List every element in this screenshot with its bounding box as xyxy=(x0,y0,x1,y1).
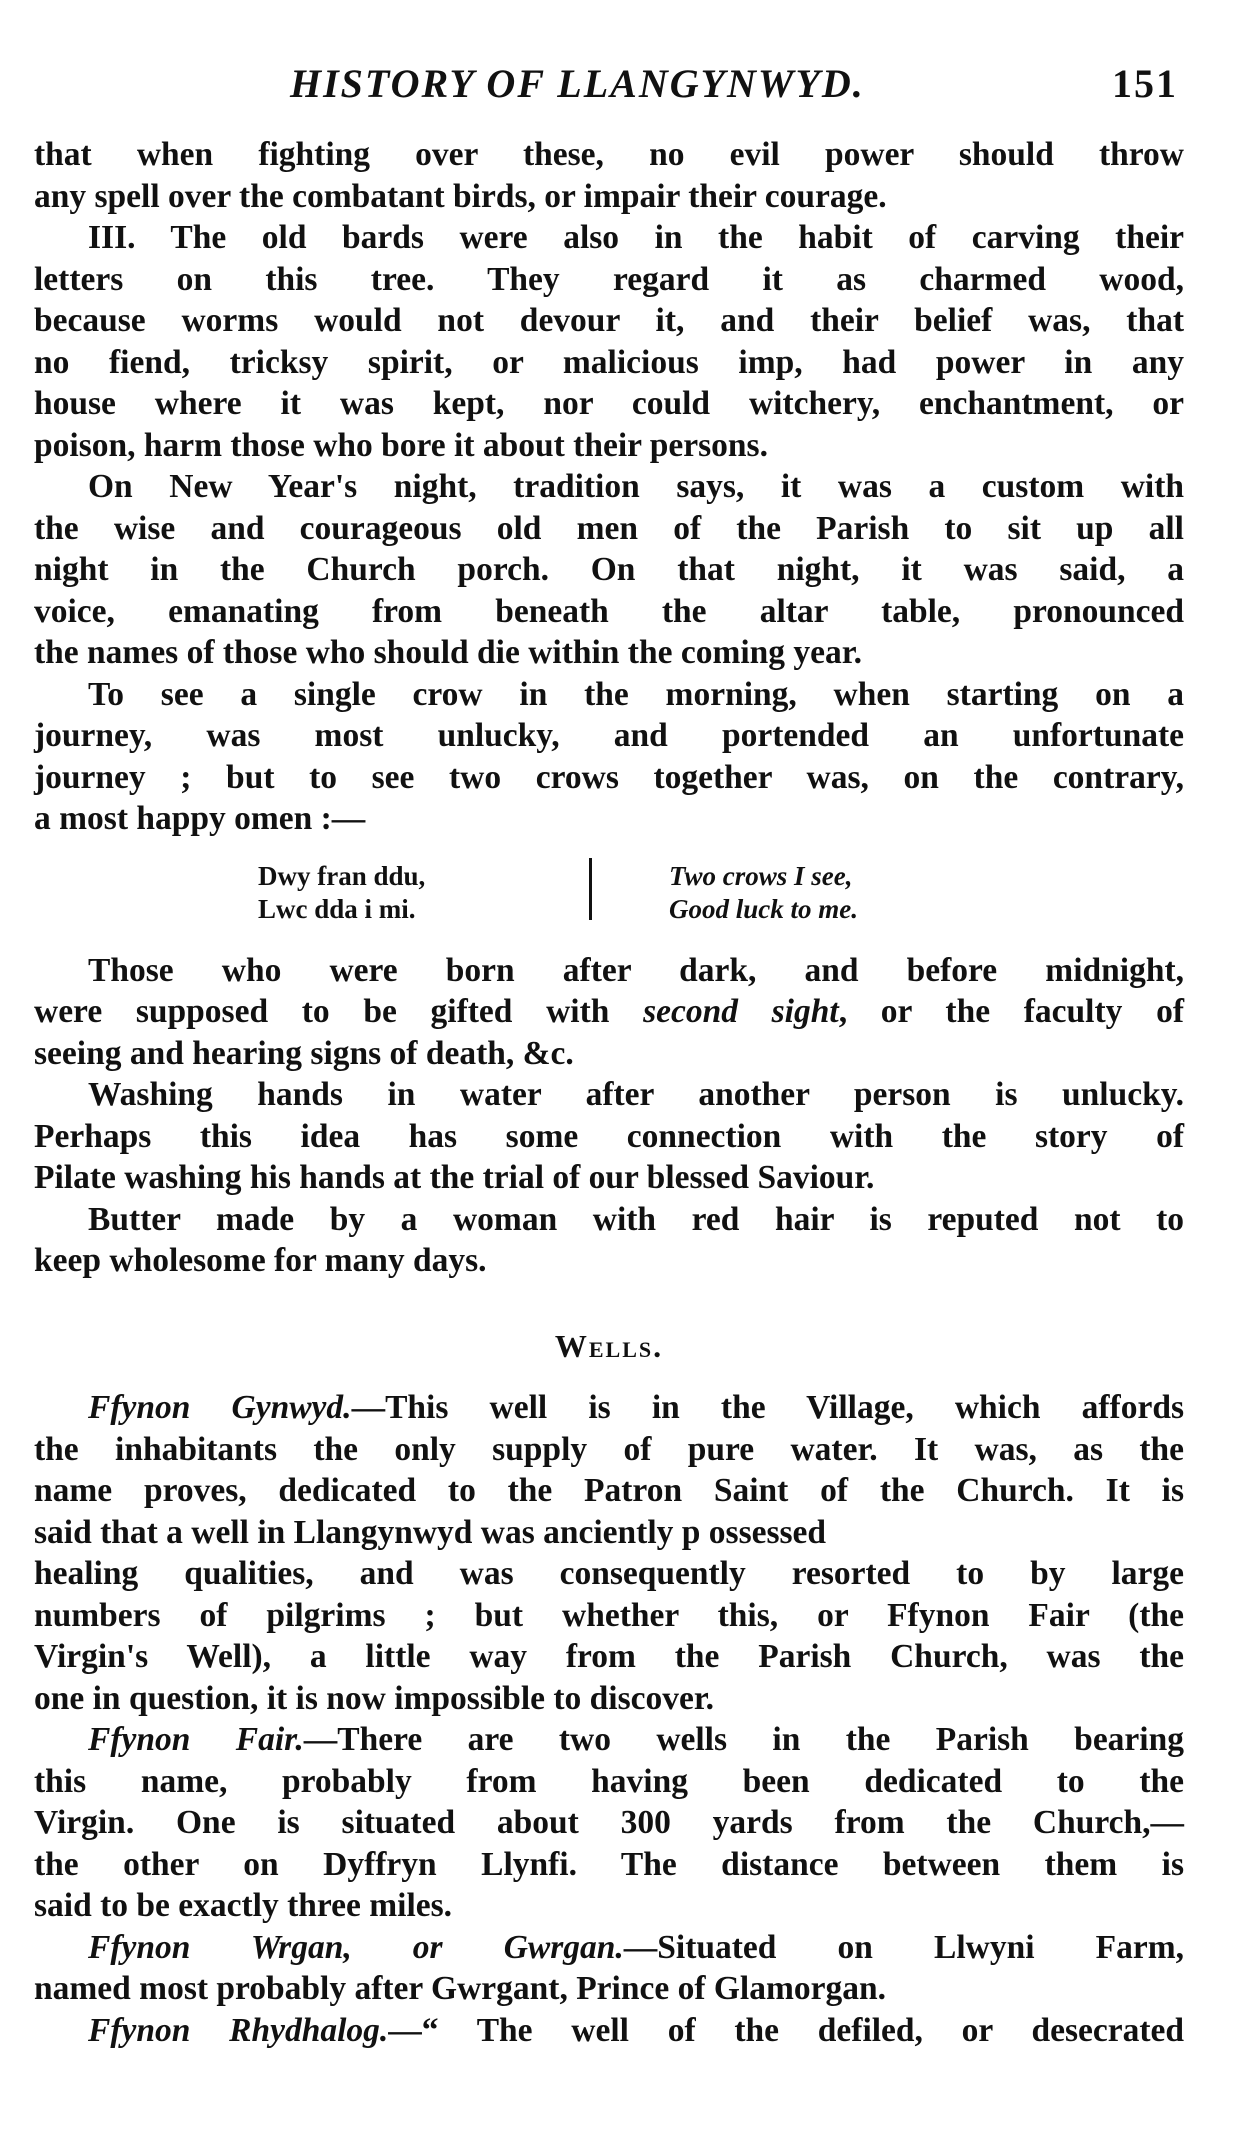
text-run: —Situated on Llwyni Farm, xyxy=(623,1928,1184,1966)
page-body xyxy=(34,134,1184,2051)
text-run: —There are two wells in the Parish bearing xyxy=(303,1721,1184,1758)
text-line: journey, was most unlucky, and portended an unfortunate xyxy=(34,717,1184,754)
emphasis-second-sight: second sight xyxy=(643,993,839,1030)
paragraph-washing-hands xyxy=(34,1074,1184,1199)
paragraph-combatant-birds xyxy=(34,134,1184,217)
text-line: the wise and courageous old men of the Parish to sit up all xyxy=(34,509,1184,547)
paragraph-ffynon-gynwyd xyxy=(34,1387,1184,1719)
text-line: the names of those who should die within the coming year. xyxy=(34,634,862,671)
text-line xyxy=(34,1387,1184,1429)
page-number: 151 xyxy=(1112,61,1178,106)
text-line: poison, harm those who bore it about their persons. xyxy=(34,426,768,464)
text-line: night in the Church porch. On that night, it was said, a xyxy=(34,551,1184,588)
text-line: the inhabitants the only supply of pure water. It was, as the xyxy=(34,1430,1184,1468)
paragraph-second-sight xyxy=(34,950,1184,1075)
text-line: Those who were born after dark, and before midnight, xyxy=(88,951,1184,989)
well-name: Ffynon Wrgan, or Gwrgan. xyxy=(88,1928,624,1966)
paragraph-single-crow xyxy=(34,674,1184,840)
paragraph-new-years-night xyxy=(34,466,1184,674)
text-line: letters on this tree. They regard it as charmed wood, xyxy=(34,260,1184,298)
text-line: To see a single crow in the morning, when starting on a xyxy=(88,675,1184,713)
text-line: Pilate washing his hands at the trial of our blessed Saviour. xyxy=(34,1159,875,1196)
text-line: voice, emanating from beneath the altar table, pronounced xyxy=(34,592,1184,630)
text-line: said to be exactly three miles. xyxy=(34,1887,453,1924)
verse-line: Two crows I see, xyxy=(669,860,853,891)
book-page xyxy=(34,60,1184,2051)
text-line xyxy=(34,991,1184,1033)
text-line: journey ; but to see two crows together was, on the contrary, xyxy=(34,758,1184,796)
couplet-divider xyxy=(589,858,592,920)
text-line: one in question, it is now impossible to discover. xyxy=(34,1679,715,1717)
text-line: house where it was kept, nor could witchery, enchantment, or xyxy=(34,385,1184,422)
text-line: Virgin's Well), a little way from the Parish Church, was the xyxy=(34,1638,1184,1675)
text-line: Butter made by a woman with red hair is reputed not to xyxy=(88,1200,1184,1238)
couplet-english xyxy=(669,860,858,926)
paragraph-ffynon-fair xyxy=(34,1719,1184,1927)
text-line: the other on Dyffryn Llynfi. The distance between them is xyxy=(34,1845,1184,1883)
text-run: —This well is in the Village, which affords xyxy=(351,1389,1184,1426)
text-line: named most probably after Gwrgant, Prince of Glamorgan. xyxy=(34,1970,887,2007)
paragraph-ffynon-wrgan xyxy=(34,1927,1184,2010)
well-name: Ffynon Fair. xyxy=(88,1721,304,1758)
verse-line: Lwc dda i mi. xyxy=(258,893,416,924)
text-line xyxy=(34,2010,1184,2052)
text-run: —“ The well of the defiled, or desecrated xyxy=(388,2011,1184,2049)
section-heading-wells: Wells. xyxy=(554,1327,664,1364)
text-line: healing qualities, and was consequently resorted to by large xyxy=(34,1555,1184,1592)
couplet-welsh xyxy=(258,860,425,926)
text-line: that when fighting over these, no evil power should throw xyxy=(34,136,1184,173)
well-name: Ffynon Gynwyd. xyxy=(88,1389,352,1426)
text-line: III. The old bards were also in the habit of carving their xyxy=(88,219,1184,256)
text-line xyxy=(34,1719,1184,1761)
text-line: keep wholesome for many days. xyxy=(34,1242,487,1279)
text-run: , or the faculty of xyxy=(838,993,1184,1030)
well-name: Ffynon Rhydhalog. xyxy=(88,2011,389,2049)
running-title: HISTORY OF LLANGYNWYD. xyxy=(290,61,865,106)
text-line: this name, probably from having been dedicated to the xyxy=(34,1762,1184,1800)
text-line: any spell over the combatant birds, or impair their courage. xyxy=(34,177,887,215)
text-line: seeing and hearing signs of death, &c. xyxy=(34,1034,574,1072)
paragraph-butter xyxy=(34,1199,1184,1282)
text-line: numbers of pilgrims ; but whether this, or Ffynon Fair (the xyxy=(34,1596,1184,1634)
paragraph-ffynon-rhydhalog xyxy=(34,2010,1184,2052)
text-line: name proves, dedicated to the Patron Saint of the Church. It is xyxy=(34,1472,1184,1509)
running-header xyxy=(34,60,1184,110)
text-line: Washing hands in water after another person is unlucky. xyxy=(88,1076,1184,1113)
text-line: Virgin. One is situated about 300 yards from the Church,— xyxy=(34,1804,1184,1841)
paragraph-old-bards xyxy=(34,217,1184,466)
text-line: Perhaps this idea has some connection with the story of xyxy=(34,1117,1184,1155)
text-line: On New Year's night, tradition says, it was a custom with xyxy=(88,468,1184,505)
text-line xyxy=(34,1927,1184,1969)
verse-line: Dwy fran ddu, xyxy=(258,860,426,891)
text-line: said that a well in Llangynwyd was anciently p ossessed xyxy=(34,1513,827,1551)
text-line: no fiend, tricksy spirit, or malicious imp, had power in any xyxy=(34,343,1184,381)
text-line: because worms would not devour it, and their belief was, that xyxy=(34,302,1184,339)
verse-line: Good luck to me. xyxy=(669,893,858,924)
text-run: were supposed to be gifted with xyxy=(34,993,644,1030)
couplet xyxy=(34,850,1184,930)
text-line: a most happy omen :— xyxy=(34,800,366,837)
